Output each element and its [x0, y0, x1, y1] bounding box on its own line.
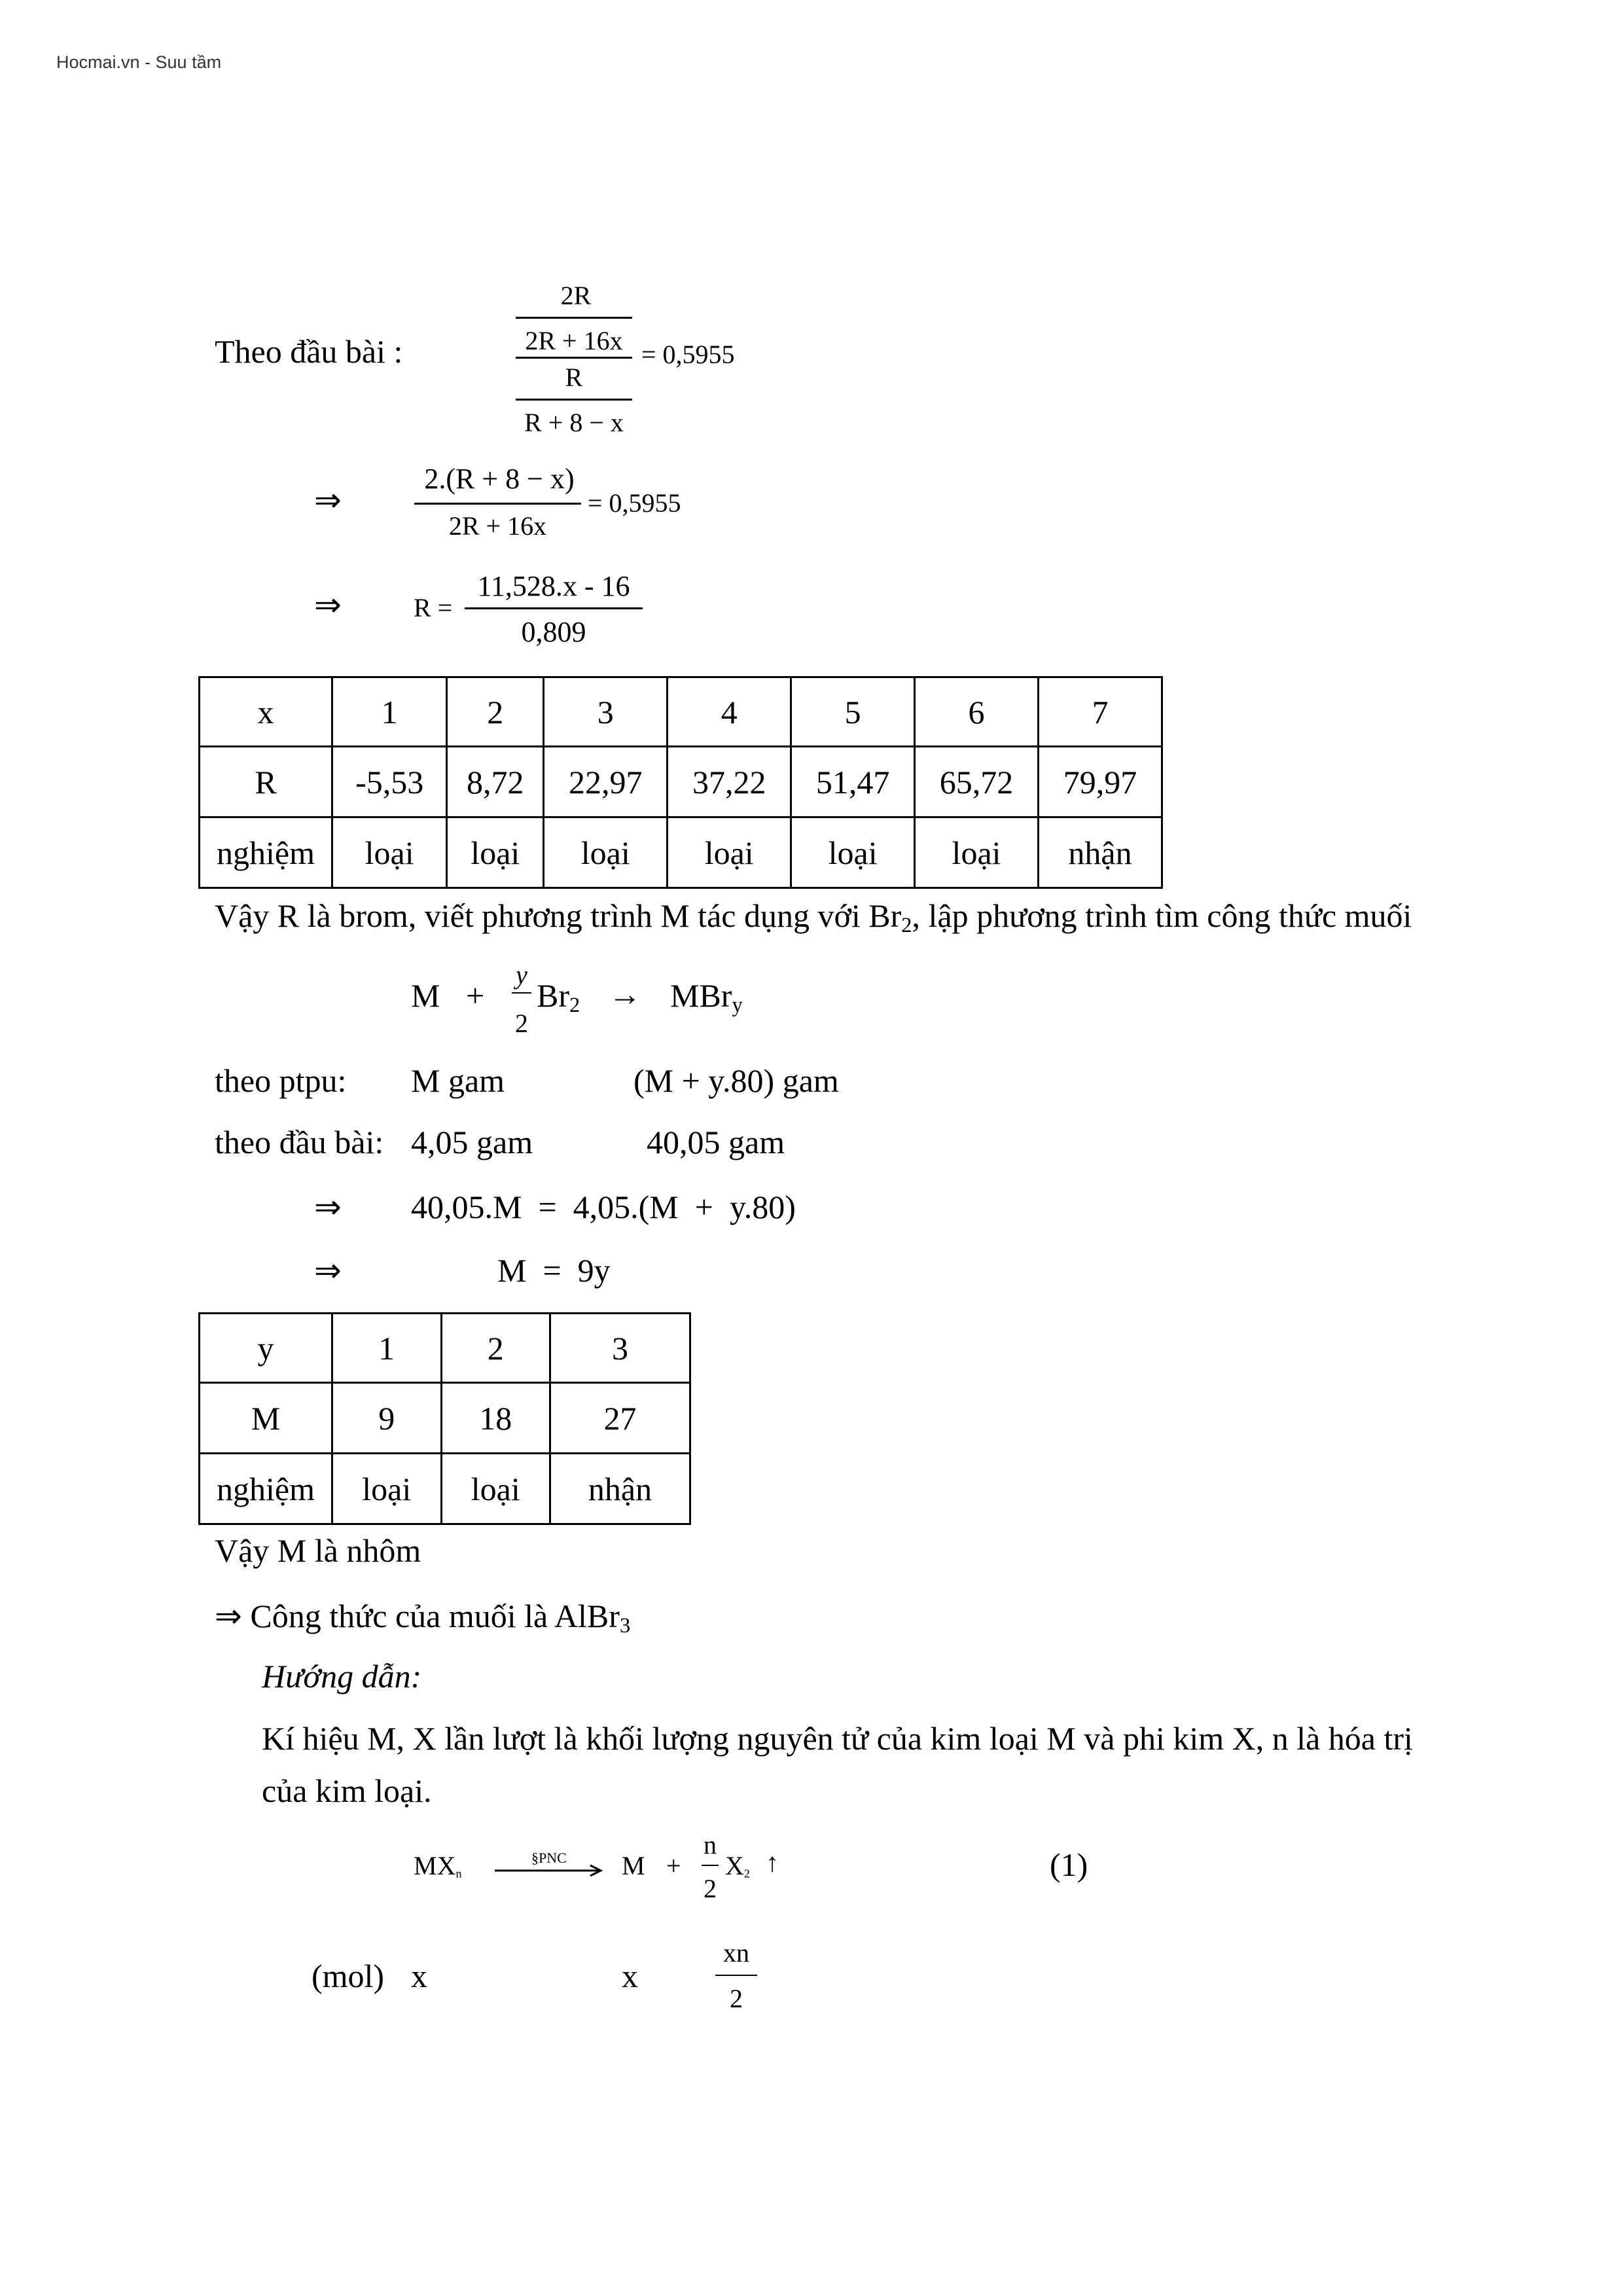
table-cell: 65,72 — [915, 747, 1039, 817]
reaction1-arrow: → — [609, 976, 641, 1013]
table-row — [200, 747, 1162, 817]
reaction1-bromine: $Br_2$ — [537, 977, 580, 1018]
eq5-implies-arrow: ⇒ — [314, 1252, 342, 1289]
table-cell: x — [200, 677, 332, 747]
reaction2-plus: + — [666, 1851, 681, 1880]
table-cell: 8,72 — [447, 747, 544, 817]
reaction2-arrow-label: §PNC — [531, 1850, 567, 1866]
ptpu-col1: M gam — [411, 1062, 505, 1099]
eq1-top-numerator: 2R — [560, 281, 592, 310]
table-y-m — [198, 1312, 691, 1525]
reaction1-fraction-bar — [512, 992, 531, 994]
table-cell: -5,53 — [332, 747, 447, 817]
mol-label: (mol) — [312, 1958, 385, 1994]
table-cell: nhận — [550, 1454, 690, 1524]
table-cell: 5 — [791, 677, 915, 747]
table-row — [200, 1383, 690, 1454]
table-cell: nhận — [1039, 817, 1162, 888]
table-cell: 22,97 — [544, 747, 668, 817]
table-cell: loại — [332, 817, 447, 888]
reaction1-metal: M — [411, 977, 440, 1014]
debai-col2: 40,05 gam — [647, 1124, 785, 1160]
paragraph-brom-pre: Vậy R là brom, viết phương trình M tác dụng với Br — [215, 897, 902, 934]
table-cell: 27 — [550, 1383, 690, 1454]
eq1-label: Theo đầu bài : — [215, 333, 403, 370]
eq3-fraction-bar — [465, 607, 643, 609]
table-cell: 2 — [447, 677, 544, 747]
paragraph-brom-post: , lập phương trình tìm công thức muối — [912, 897, 1412, 934]
table-cell: 3 — [550, 1314, 690, 1383]
reaction2-gas-arrow: ↑ — [766, 1848, 779, 1877]
reaction2-nonmetal: $X_2$ — [725, 1851, 750, 1880]
table-cell: 79,97 — [1039, 747, 1162, 817]
eq3-implies-arrow: ⇒ — [314, 586, 342, 623]
table-cell: loại — [447, 817, 544, 888]
eq4-text: 40,05.M = 4,05.(M + y.80) — [411, 1189, 796, 1225]
eq3-denominator: 0,809 — [521, 616, 586, 648]
table-cell: 2 — [441, 1314, 550, 1383]
eq1-main-fraction-bar — [516, 357, 632, 359]
paragraph-brom — [215, 897, 1412, 938]
table-row — [200, 817, 1162, 888]
table-cell: 37,22 — [668, 747, 791, 817]
mol-col1: x — [411, 1958, 427, 1994]
paragraph-guide-line2: của kim loại. — [262, 1772, 432, 1809]
eq2-numerator: 2.(R + 8 − x) — [424, 463, 575, 495]
table-cell: 3 — [544, 677, 668, 747]
reaction2-fraction-bar — [702, 1865, 719, 1866]
eq1-bottom-denominator: R + 8 − x — [524, 408, 624, 437]
table-row — [200, 1454, 690, 1524]
paragraph-brom-sub: 2 — [901, 914, 912, 938]
reaction1-frac-den: 2 — [515, 1009, 528, 1038]
eq2-rhs: = 0,5955 — [588, 488, 681, 518]
eq2-implies-arrow: ⇒ — [314, 482, 342, 518]
table-cell: nghiệm — [200, 1454, 332, 1524]
eq1-bottom-numerator: R — [565, 363, 583, 392]
source-header: Hocmai.vn - Suu tầm — [56, 52, 222, 72]
eq1-bottom-fraction-bar — [516, 399, 632, 401]
eq1-top-denominator: 2R + 16x — [525, 326, 623, 355]
reaction2-reactant: $MX_n$ — [414, 1851, 462, 1880]
table-cell: loại — [915, 817, 1039, 888]
guide-title: Hướng dẫn: — [262, 1658, 422, 1695]
table-x-r — [198, 676, 1163, 889]
paragraph-guide-line1: Kí hiệu M, X lần lượt là khối lượng nguyên tử của kim loại M và phi kim X, n là hóa trị — [262, 1720, 1413, 1757]
reaction2-long-arrow — [495, 1864, 606, 1877]
reaction2-frac-den: 2 — [704, 1874, 717, 1903]
table-row — [200, 1314, 690, 1383]
table-cell: R — [200, 747, 332, 817]
reaction2-number: (1) — [1050, 1846, 1088, 1883]
table-cell: loại — [332, 1454, 442, 1524]
eq3-lhs: R = — [414, 593, 453, 622]
reaction1-product: MBr$_y$ — [670, 977, 743, 1018]
table-cell: 6 — [915, 677, 1039, 747]
eq2-fraction-bar — [414, 503, 581, 505]
table-cell: nghiệm — [200, 817, 332, 888]
table-cell: loại — [441, 1454, 550, 1524]
eq2-denominator: 2R + 16x — [448, 511, 547, 541]
eq5-text: M = 9y — [497, 1252, 611, 1289]
eq1-rhs: = 0,5955 — [641, 340, 735, 369]
table-cell: y — [200, 1314, 332, 1383]
eq1-top-fraction-bar — [516, 317, 632, 319]
table-row — [200, 677, 1162, 747]
mol-frac-num: xn — [723, 1938, 749, 1967]
ptpu-label: theo ptpu: — [215, 1062, 347, 1099]
debai-col1: 4,05 gam — [411, 1124, 533, 1160]
conclusion-text: Vậy M là nhôm — [215, 1532, 421, 1569]
eq3-numerator: 11,528.x - 16 — [477, 570, 630, 602]
table-cell: 18 — [441, 1383, 550, 1454]
table-cell: 51,47 — [791, 747, 915, 817]
formula-line: ⇒ Công thức của muối là AlBr$_3$ — [215, 1598, 631, 1638]
table-cell: 9 — [332, 1383, 442, 1454]
reaction1-plus: + — [466, 977, 485, 1014]
mol-frac-den: 2 — [730, 1984, 743, 2013]
table-cell: loại — [668, 817, 791, 888]
table-cell: 1 — [332, 1314, 442, 1383]
reaction1-frac-num: y — [516, 960, 527, 990]
reaction2-frac-num: n — [704, 1830, 717, 1859]
table-cell: 7 — [1039, 677, 1162, 747]
debai-label: theo đầu bài: — [215, 1124, 384, 1160]
table-cell: loại — [544, 817, 668, 888]
table-cell: 4 — [668, 677, 791, 747]
ptpu-col2: (M + y.80) gam — [633, 1062, 839, 1099]
mol-col2: x — [622, 1958, 638, 1994]
mol-fraction-bar — [715, 1975, 757, 1976]
table-cell: 1 — [332, 677, 447, 747]
table-cell: M — [200, 1383, 332, 1454]
eq4-implies-arrow: ⇒ — [314, 1189, 342, 1225]
table-cell: loại — [791, 817, 915, 888]
reaction2-metal: M — [622, 1851, 645, 1880]
